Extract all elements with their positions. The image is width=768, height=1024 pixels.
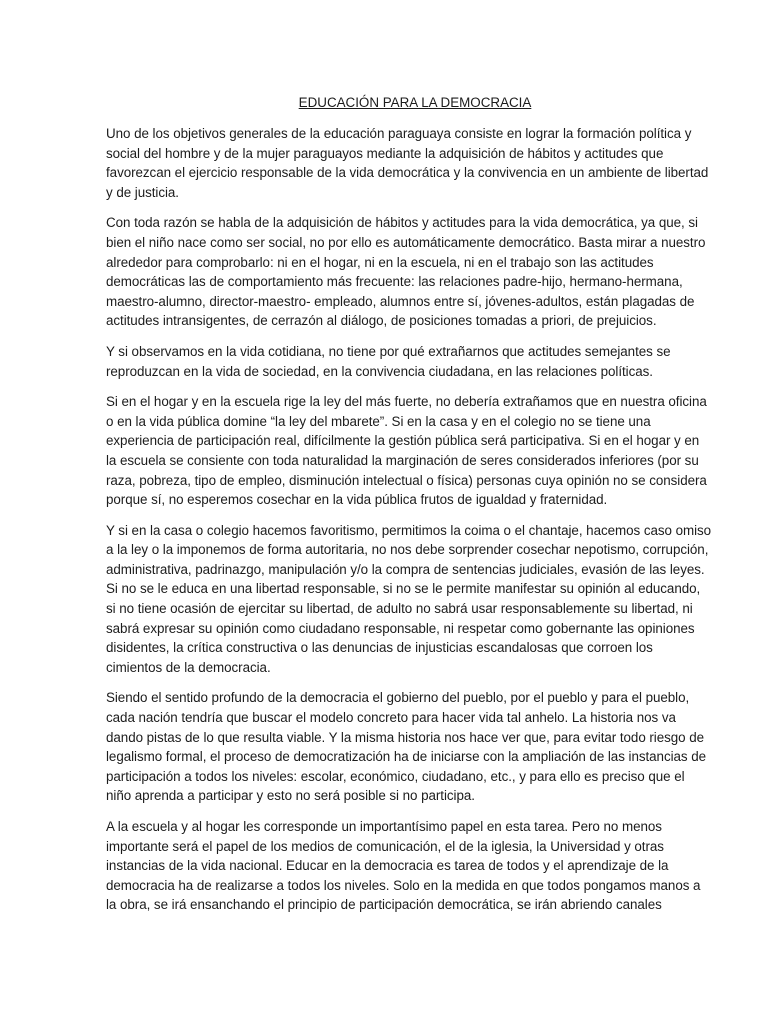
document-title: EDUCACIÓN PARA LA DEMOCRACIA bbox=[298, 95, 532, 110]
paragraph-2: Con toda razón se habla de la adquisición de hábitos y actitudes para la vida democrática, ya que, si bien el niño nace como ser social, no por ello es automáticamente democrático. Basta mirar a nuestro alrededor para comprobarlo: ni en el hogar, ni en la escuela, ni en el trabajo son las actitudes democráticas las de comportamiento más frecuente: las relaciones padre-hijo, hermano-hermana, maestro-alumno, director-maestro- empleado, alumnos entre sí, jóvenes-adultos, están plagadas de actitudes intransigentes, de cerrazón al diálogo, de posiciones tomadas a priori, de prejuicios. bbox=[106, 215, 706, 329]
paragraph-3: Y si observamos en la vida cotidiana, no tiene por qué extrañarnos que actitudes semejantes se reproduzcan en la vida de sociedad, en la convivencia ciudadana, en las relaciones políticas. bbox=[106, 343, 671, 379]
paragraph-1: Uno de los objetivos generales de la educación paraguaya consiste en lograr la formación política y social del hombre y de la mujer paraguayos mediante la adquisición de hábitos y actitudes que favorezcan el ejercicio responsable de la vida democrática y la convivencia en un ambiente de libertad y de justicia. bbox=[106, 126, 709, 200]
paragraph-4: Si en el hogar y en la escuela rige la ley del más fuerte, no debería extrañamos que en nuestra oficina o en la vida pública domine “la ley del mbarete”. Si en la casa y en el colegio no se tiene una experiencia de participación real, difícilmente la gestión pública será participativa. Si en el hogar y en la escuela se consiente con toda naturalidad la marginación de seres considerados inferiores (por su raza, pobreza, tipo de empleo, disminución intelectual o física) personas cuya opinión no se considera porque sí, no esperemos cosechar en la vida pública frutos de igualdad y fraternidad. bbox=[106, 394, 707, 508]
paragraph-5: Y si en la casa o colegio hacemos favoritismo, permitimos la coima o el chantaje, hacemos caso omiso a la ley o la imponemos de forma autoritaria, no nos debe sorprender cosechar nepotismo, corrupción, administrativa, padrinazgo, manipulación y/o la compra de sentencias judiciales, evasión de las leyes. Si no se le educa en una libertad responsable, si no se le permite manifestar su opinión al educando, si no tiene ocasión de ejercitar su libertad, de adulto no sabrá usar responsablemente su libertad, ni sabrá expresar su opinión como ciudadano responsable, ni respetar como gobernante las opiniones disidentes, la crítica constructiva o las denuncias de injusticias escandalosas que corroen los cimientos de la democracia. bbox=[106, 522, 712, 675]
paragraph-6: Siendo el sentido profundo de la democracia el gobierno del pueblo, por el pueblo y para el pueblo, cada nación tendría que buscar el modelo concreto para hacer vida tal anhelo. La historia nos va dando pistas de lo que resulta viable. Y la misma historia nos hace ver que, para evitar todo riesgo de legalismo formal, el proceso de democratización ha de iniciarse con la ampliación de las instancias de participación a todos los niveles: escolar, económico, ciudadano, etc., y para ello es preciso que el niño aprenda a participar y esto no será posible si no participa. bbox=[106, 690, 707, 804]
paragraph-7: A la escuela y al hogar les corresponde un importantísimo papel en esta tarea. Pero no menos importante será el papel de los medios de comunicación, el de la iglesia, la Universidad y otras instancias de la vida nacional. Educar en la democracia es tarea de todos y el aprendizaje de la democracia ha de realizarse a todos los niveles. Solo en la medida en que todos pongamos manos a la obra, se irá ensanchando el principio de participación democrática, se irán abriendo canales bbox=[106, 819, 701, 913]
